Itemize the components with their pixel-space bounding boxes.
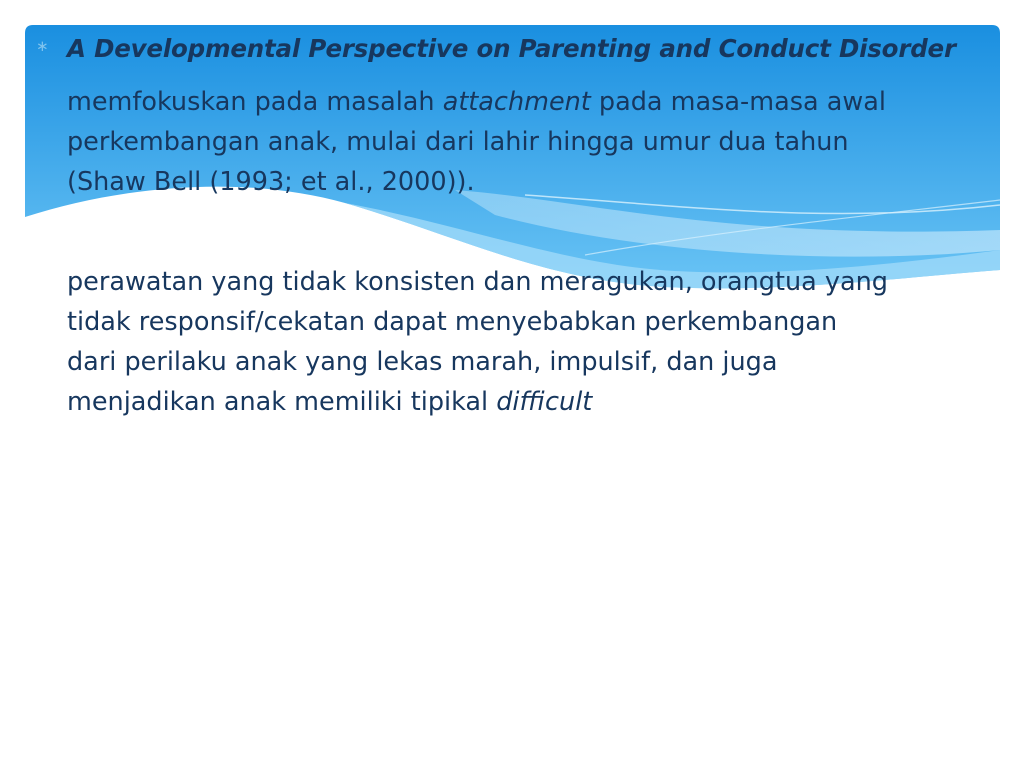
paragraph1-line1-text: memfokuskan pada masalah bbox=[67, 87, 443, 117]
slide-heading: A Developmental Perspective on Parenting and Conduct Disorder bbox=[67, 34, 956, 63]
paragraph-caregiving bbox=[67, 262, 997, 422]
paragraph2-line3: dari perilaku anak yang lekas marah, impulsif, dan juga bbox=[67, 347, 778, 377]
paragraph1-line3: (Shaw Bell (1993; et al., 2000)). bbox=[67, 167, 475, 197]
paragraph1-line1 bbox=[67, 82, 997, 122]
paragraph1-line2: perkembangan anak, mulai dari lahir hingga umur dua tahun bbox=[67, 127, 849, 157]
difficult-term: difficult bbox=[496, 387, 593, 417]
paragraph2-line4-text: menjadikan anak memiliki tipikal bbox=[67, 387, 497, 417]
heading-row bbox=[36, 34, 996, 72]
paragraph1-line1-tail: pada masa-masa awal bbox=[590, 87, 886, 117]
bullet-star-icon: ∗ bbox=[36, 37, 49, 55]
paragraph2-line1: perawatan yang tidak konsisten dan meragukan, orangtua yang bbox=[67, 267, 888, 297]
attachment-term: attachment bbox=[442, 87, 591, 117]
paragraph2-line2: tidak responsif/cekatan dapat menyebabkan perkembangan bbox=[67, 307, 838, 337]
slide-content bbox=[36, 34, 996, 417]
paragraph-attachment bbox=[67, 82, 997, 202]
paragraph2-line4 bbox=[67, 382, 997, 422]
